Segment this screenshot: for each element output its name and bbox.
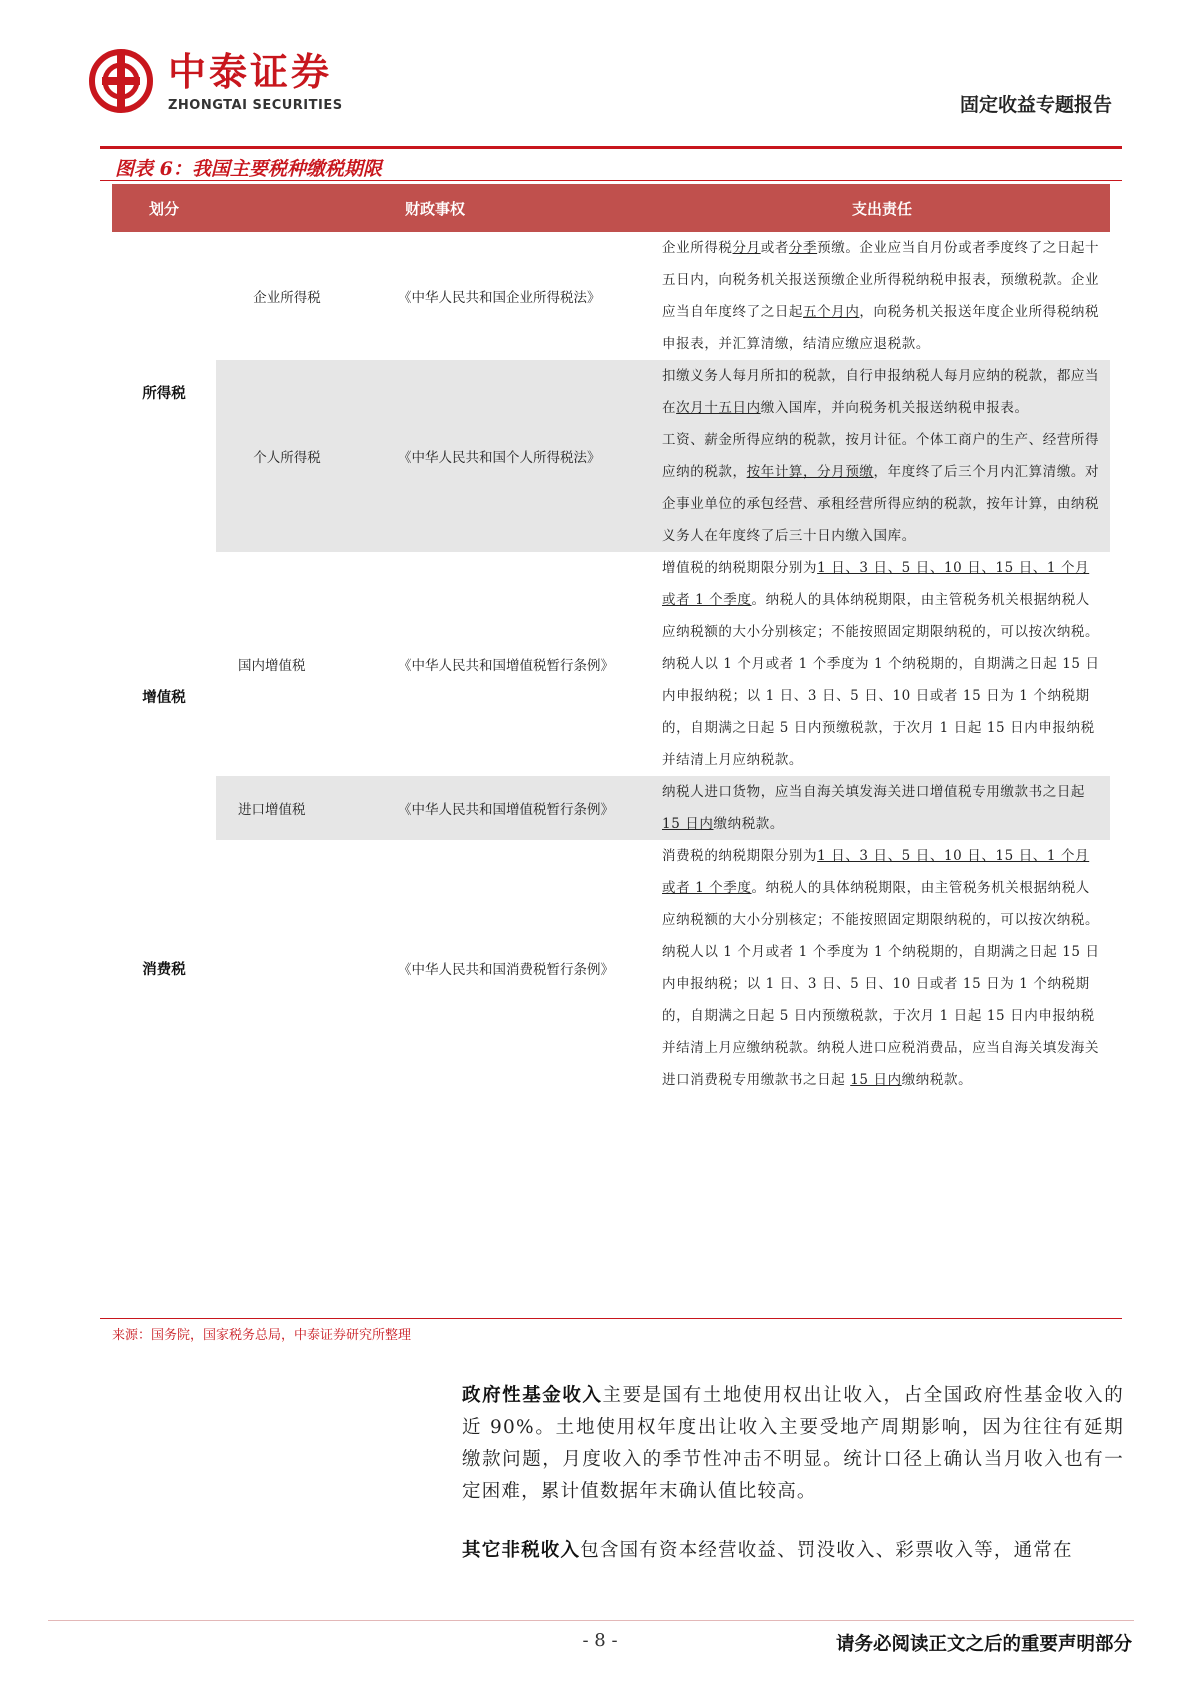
description-text: 。纳税人的具体纳税期限，由主管税务机关根据纳税人应纳税额的大小分别核定；不能按照固定期限纳税的，可以按次纳税。 — [662, 592, 1100, 640]
table-row — [112, 232, 1110, 360]
footer-divider — [48, 1620, 1134, 1621]
body-paragraph — [462, 1380, 1124, 1508]
law-cell: 《中华人民共和国增值税暂行条例》 — [398, 658, 614, 674]
description-text: 消费税的纳税期限分别为 — [662, 848, 818, 864]
underlined-deadline: 按年计算，分月预缴 — [746, 464, 874, 480]
tax-name-cell — [216, 840, 358, 1096]
table-row — [112, 840, 1110, 1096]
category-cell: 所得税 — [142, 384, 186, 402]
column-header-category: 划分 — [112, 184, 216, 232]
deadline-description — [654, 552, 1110, 776]
description-text: 缴纳税款。 — [901, 1072, 973, 1088]
underlined-deadline: 分季 — [788, 240, 818, 256]
description-text: 或者 — [760, 240, 789, 256]
description-text: ，年度终了后三个月内汇算清缴。对企事业单位的承包经营、承租经营所得应纳的税款，按年计算，由纳税义务人在年度终了后三十日内缴入国库。 — [662, 464, 1100, 544]
column-header-responsibility: 支出责任 — [654, 184, 1110, 232]
figure-title-divider — [100, 180, 1122, 181]
tax-deadline-table — [112, 184, 1110, 1096]
table-row — [112, 360, 1110, 552]
paragraph-text: 包含国有资本经营收益、罚没收入、彩票收入等，通常在 — [580, 1540, 1073, 1561]
law-cell: 《中华人民共和国增值税暂行条例》 — [358, 776, 654, 840]
brand-name-cn: 中泰证券 — [168, 50, 333, 94]
underlined-deadline: 15 日内 — [850, 1072, 902, 1088]
description-text: 纳税人以 1 个月或者 1 个季度为 1 个纳税期的，自期满之日起 15 日内申报纳税；以 1 日、3 日、5 日、10 日或者 15 日为 1 个纳税期的，自期满之日起 5 日内预缴税款，于次月 1 日起 15 日内申报纳税并结清上月应纳税款。 — [662, 656, 1100, 768]
paragraph-lead: 政府性基金收入 — [462, 1385, 603, 1406]
figure-source: 来源：国务院，国家税务总局，中泰证券研究所整理 — [112, 1328, 412, 1343]
deadline-description — [654, 232, 1110, 360]
table-row — [112, 776, 1110, 840]
figure-title: 图表 6：我国主要税种缴税期限 — [115, 158, 382, 180]
tax-name-cell: 进口增值税 — [216, 776, 358, 840]
brand — [168, 50, 343, 113]
description-text: 缴纳税款。 — [713, 816, 784, 832]
table-row — [112, 552, 1110, 776]
underlined-deadline: 五个月内 — [803, 304, 860, 320]
underlined-deadline: 次月十五日内 — [676, 400, 761, 416]
description-text: 。纳税人的具体纳税期限，由主管税务机关根据纳税人应纳税额的大小分别核定；不能按照固定期限纳税的，可以按次纳税。纳税人以 1 个月或者 1 个季度为 1 个纳税期的，自期满之日起 15 日内申报纳税；以 1 日、3 日、5 日、10 日或者 15 日为 1 个纳税期的，自期满之日起 5 日内预缴税款，于次月 1 日起 15 日内申报纳税并结清上月应缴纳税款。纳税人进口应税消费品，应当自海关填发海关进口消费税专用缴款书之日起 — [662, 880, 1100, 1088]
description-text: 工资、薪金所得应纳的税款，按月计征。个体工商户的生产、经营所得应纳的税款， — [662, 432, 1100, 480]
column-header-authority: 财政事权 — [216, 184, 654, 232]
page-number: - 8 - — [582, 1630, 618, 1651]
tax-name-cell: 企业所得税 — [253, 290, 321, 306]
description-text: ，向税务机关报送年度企业所得税纳税申报表，并汇算清缴，结清应缴应退税款。 — [662, 304, 1100, 352]
description-text: 企业所得税 — [662, 240, 733, 256]
brand-name-en: ZHONGTAI SECURITIES — [168, 98, 343, 113]
report-type: 固定收益专题报告 — [959, 94, 1112, 116]
table-header-row — [112, 184, 1110, 232]
deadline-description — [654, 776, 1110, 840]
law-cell: 《中华人民共和国企业所得税法》 — [398, 290, 601, 306]
source-divider — [100, 1318, 1122, 1319]
deadline-description — [654, 840, 1110, 1096]
paragraph-text: 主要是国有土地使用权出让收入，占全国政府性基金收入的近 90%。土地使用权年度出让收入主要受地产周期影响，因为往往有延期缴款问题，月度收入的季节性冲击不明显。统计口径上确认当月收入也有一定困难，累计值数据年末确认值比较高。 — [462, 1385, 1125, 1502]
underlined-deadline: 分月 — [732, 240, 761, 256]
category-cell: 消费税 — [142, 960, 186, 978]
underlined-deadline: 1 日、3 日、5 日、10 日、15 日、1 个月或者 1 个季度 — [662, 560, 1090, 608]
description-text: 扣缴义务人每月所扣的税款，自行申报纳税人每月应纳的税款，都应当在 — [662, 368, 1100, 416]
description-text: 增值税的纳税期限分别为 — [662, 560, 818, 576]
law-cell: 《中华人民共和国个人所得税法》 — [358, 360, 654, 552]
description-text: 预缴。企业应当自月份或者季度终了之日起十五日内，向税务机关报送预缴企业所得税纳税申报表，预缴税款。企业应当自年度终了之日起 — [662, 240, 1100, 320]
description-text: 纳税人进口货物，应当自海关填发海关进口增值税专用缴款书之日起 — [662, 784, 1086, 800]
footer-disclaimer: 请务必阅读正文之后的重要声明部分 — [835, 1634, 1132, 1655]
tax-name-cell: 国内增值税 — [238, 658, 306, 674]
body-paragraph — [462, 1535, 1124, 1567]
zhongtai-logo-icon — [88, 48, 154, 114]
description-text: 缴入国库，并向税务机关报送纳税申报表。 — [760, 400, 1029, 416]
tax-name-cell: 个人所得税 — [216, 360, 358, 552]
paragraph-lead: 其它非税收入 — [462, 1540, 581, 1561]
underlined-deadline: 15 日内 — [662, 816, 714, 832]
deadline-description — [654, 360, 1110, 552]
underlined-deadline: 1 日、3 日、5 日、10 日、15 日、1 个月或者 1 个季度 — [662, 848, 1090, 896]
header-divider — [100, 146, 1122, 149]
category-cell: 增值税 — [142, 688, 186, 706]
law-cell: 《中华人民共和国消费税暂行条例》 — [398, 962, 614, 978]
